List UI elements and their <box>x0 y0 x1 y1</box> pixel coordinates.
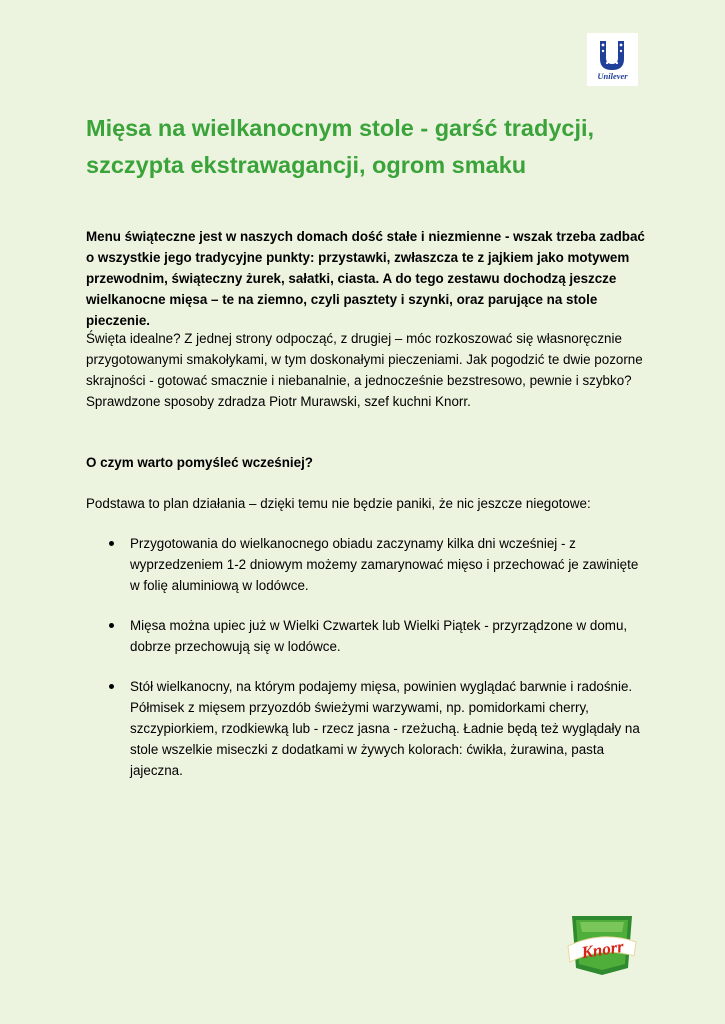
section-heading: O czym warto pomyśleć wcześniej? <box>86 455 313 470</box>
unilever-logo-text: Unilever <box>597 71 628 81</box>
list-item <box>86 676 646 781</box>
list-item-text: Przygotowania do wielkanocnego obiadu zaczynamy kilka dni wcześniej - z wyprzedzeniem 1-2 dniowym możemy zamarynować mięso i przechować je zawinięte w folię aluminiową w lodówce. <box>130 536 639 593</box>
unilever-logo <box>587 33 638 86</box>
list-item <box>86 615 646 657</box>
list-item <box>86 533 646 596</box>
list-item-text: Stół wielkanocny, na którym podajemy mięsa, powinien wyglądać barwnie i radośnie. Półmisek z mięsem przyozdób świeżymi warzywami, np. pomidorkami cherry, szczypiorkiem, rzodkiewką lub - rzecz jasna - rzeżuchą. Ładnie będą też wyglądały na stole wszelkie miseczki z dodatkami w żywych kolorach: ćwikła, żurawina, pasta jajeczna. <box>130 679 640 778</box>
intro-paragraph: Menu świąteczne jest w naszych domach dość stałe i niezmienne - wszak trzeba zadbać o wszystkie jego tradycyjne punkty: przystawki, zwłaszcza te z jajkiem jako motywem przewodnim, świąteczny żurek, sałatki, ciasta. A do tego zestawu dochodzą jeszcze wielkanocne mięsa – te na ziemno, czyli pasztety i szynki, oraz parujące na stole pieczenie. <box>86 229 645 328</box>
body-paragraph-2: Podstawa to plan działania – dzięki temu nie będzie paniki, że nic jeszcze niegotowe: <box>86 496 591 511</box>
knorr-logo <box>566 912 638 978</box>
body-paragraph-1: Święta idealne? Z jednej strony odpocząć, z drugiej – móc rozkoszować się własnoręcznie przygotowanymi smakołykami, w tym doskonałymi pieczeniami. Jak pogodzić te dwie pozorne skrajności - gotować smacznie i niebanalnie, a jednocześnie bezstresowo, pewnie i szybko? Sprawdzone sposoby zdradza Piotr Murawski, szef kuchni Knorr. <box>86 331 643 409</box>
page-title: Mięsa na wielkanocnym stole - garść tradycji, szczypta ekstrawagancji, ogrom smaku <box>86 115 595 178</box>
knorr-logo-text: Knorr <box>580 936 626 963</box>
list-item-text: Mięsa można upiec już w Wielki Czwartek lub Wielki Piątek - przyrządzone w domu, dobrze przechowują się w lodówce. <box>130 618 628 654</box>
bullet-icon <box>109 623 114 628</box>
bullet-icon <box>109 541 114 546</box>
bullet-icon <box>109 684 114 689</box>
tips-list <box>86 533 646 800</box>
